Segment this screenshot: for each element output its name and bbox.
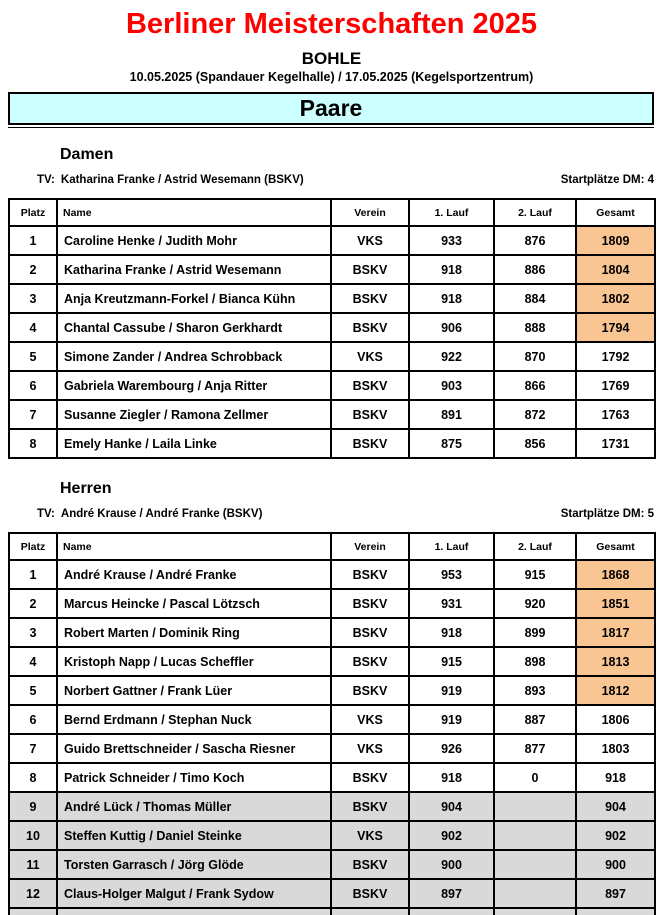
cell-gesamt: 1812 <box>576 676 655 705</box>
table-row <box>9 879 655 908</box>
cell-platz: 10 <box>9 821 57 850</box>
damen-table-body <box>9 226 655 458</box>
cell-verein: BSKV <box>331 879 409 908</box>
table-row <box>9 676 655 705</box>
table-row <box>9 226 655 255</box>
damen-titleholder <box>37 174 304 187</box>
cell-name: Chantal Cassube / Sharon Gerkhardt <box>57 313 331 342</box>
cell-platz: 6 <box>9 371 57 400</box>
cell-verein: BSKV <box>331 429 409 458</box>
cell-lauf1: 918 <box>409 284 494 313</box>
cell-gesamt: 1763 <box>576 400 655 429</box>
cell-lauf2: 887 <box>494 705 576 734</box>
cell-verein: BSKV <box>331 313 409 342</box>
cell-gesamt: 1817 <box>576 618 655 647</box>
cell-lauf2 <box>494 908 576 915</box>
col-header-lauf2: 2. Lauf <box>494 199 576 226</box>
cell-lauf2: 888 <box>494 313 576 342</box>
cell-gesamt: 902 <box>576 821 655 850</box>
cell-name: Anja Kreutzmann-Forkel / Bianca Kühn <box>57 284 331 313</box>
cell-verein: BSKV <box>331 792 409 821</box>
col-header-lauf1: 1. Lauf <box>409 533 494 560</box>
cell-platz: 8 <box>9 763 57 792</box>
cell-verein: BSKV <box>331 763 409 792</box>
event-dates: 10.05.2025 (Spandauer Kegelhalle) / 17.05.2025 (Kegelsportzentrum) <box>129 70 534 84</box>
cell-platz: 8 <box>9 429 57 458</box>
table-row <box>9 792 655 821</box>
cell-gesamt: 1809 <box>576 226 655 255</box>
cell-lauf1: 891 <box>409 400 494 429</box>
cell-lauf1: 897 <box>409 879 494 908</box>
cell-gesamt: 918 <box>576 763 655 792</box>
table-row <box>9 908 655 915</box>
table-row <box>9 850 655 879</box>
cell-name: Norbert Gattner / Frank Lüer <box>57 676 331 705</box>
table-row <box>9 821 655 850</box>
cell-lauf2: 886 <box>494 255 576 284</box>
table-header <box>9 199 655 226</box>
herren-results-table <box>8 532 656 915</box>
tv-value: Katharina Franke / Astrid Wesemann (BSKV) <box>60 174 304 186</box>
cell-name: Katharina Franke / Astrid Wesemann <box>57 255 331 284</box>
cell-name: Caroline Henke / Judith Mohr <box>57 226 331 255</box>
discipline-subtitle: BOHLE <box>301 49 362 68</box>
herren-meta-row <box>37 508 654 521</box>
cell-platz <box>9 908 57 915</box>
cell-name: Guido Brettschneider / Sascha Riesner <box>57 734 331 763</box>
cell-gesamt: 904 <box>576 792 655 821</box>
cell-platz: 1 <box>9 226 57 255</box>
damen-meta-row <box>37 174 654 187</box>
section-heading-herren: Herren <box>60 480 112 497</box>
cell-verein: BSKV <box>331 284 409 313</box>
cell-lauf2: 884 <box>494 284 576 313</box>
cell-verein: BSKV <box>331 850 409 879</box>
tv-label: TV: <box>37 174 55 186</box>
cell-gesamt: 1769 <box>576 371 655 400</box>
table-header <box>9 533 655 560</box>
herren-table-body <box>9 560 655 915</box>
cell-lauf2 <box>494 821 576 850</box>
cell-name: Claus-Holger Malgut / Frank Sydow <box>57 879 331 908</box>
cell-platz: 5 <box>9 342 57 371</box>
col-header-gesamt: Gesamt <box>576 533 655 560</box>
header-row <box>9 199 655 226</box>
table-row <box>9 400 655 429</box>
cell-gesamt: 1806 <box>576 705 655 734</box>
cell-gesamt: 1868 <box>576 560 655 589</box>
cell-lauf2: 877 <box>494 734 576 763</box>
damen-startplaetze: Startplätze DM: 4 <box>560 174 654 186</box>
cell-platz: 2 <box>9 255 57 284</box>
cell-platz: 4 <box>9 313 57 342</box>
cell-gesamt: 1794 <box>576 313 655 342</box>
cell-verein: VKS <box>331 342 409 371</box>
cell-lauf1: 902 <box>409 821 494 850</box>
cell-verein: VKS <box>331 705 409 734</box>
col-header-gesamt: Gesamt <box>576 199 655 226</box>
cell-platz: 7 <box>9 734 57 763</box>
page-title: Berliner Meisterschaften 2025 <box>125 8 538 40</box>
cell-name: Kristoph Napp / Lucas Scheffler <box>57 647 331 676</box>
table-row <box>9 589 655 618</box>
cell-name: Patrick Schneider / Timo Koch <box>57 763 331 792</box>
cell-name: Torsten Garrasch / Jörg Glöde <box>57 850 331 879</box>
cell-name: Emely Hanke / Laila Linke <box>57 429 331 458</box>
cell-lauf2: 856 <box>494 429 576 458</box>
table-row <box>9 284 655 313</box>
cell-name <box>57 908 331 915</box>
cell-lauf1 <box>409 908 494 915</box>
cell-gesamt: 897 <box>576 879 655 908</box>
cell-lauf1: 953 <box>409 560 494 589</box>
cell-lauf2: 0 <box>494 763 576 792</box>
col-header-platz: Platz <box>9 199 57 226</box>
col-header-platz: Platz <box>9 533 57 560</box>
cell-verein: VKS <box>331 226 409 255</box>
cell-name: Gabriela Warembourg / Anja Ritter <box>57 371 331 400</box>
cell-lauf2 <box>494 879 576 908</box>
cell-platz: 3 <box>9 618 57 647</box>
cell-lauf2: 898 <box>494 647 576 676</box>
cell-verein: BSKV <box>331 618 409 647</box>
table-row <box>9 618 655 647</box>
cell-name: Simone Zander / Andrea Schrobback <box>57 342 331 371</box>
cell-name: Marcus Heincke / Pascal Lötzsch <box>57 589 331 618</box>
cell-platz: 4 <box>9 647 57 676</box>
cell-verein: BSKV <box>331 255 409 284</box>
cell-lauf2: 866 <box>494 371 576 400</box>
cell-lauf1: 931 <box>409 589 494 618</box>
table-row <box>9 342 655 371</box>
tv-value: André Krause / André Franke (BSKV) <box>60 508 263 520</box>
banner-divider <box>8 127 654 128</box>
cell-lauf1: 918 <box>409 255 494 284</box>
cell-verein <box>331 908 409 915</box>
cell-gesamt: 1731 <box>576 429 655 458</box>
cell-verein: BSKV <box>331 589 409 618</box>
cell-gesamt: 900 <box>576 850 655 879</box>
category-banner: Paare <box>8 92 654 125</box>
cell-verein: VKS <box>331 821 409 850</box>
header-row <box>9 533 655 560</box>
cell-name: Steffen Kuttig / Daniel Steinke <box>57 821 331 850</box>
table-row <box>9 371 655 400</box>
table-row <box>9 429 655 458</box>
cell-lauf2: 899 <box>494 618 576 647</box>
cell-gesamt: 1802 <box>576 284 655 313</box>
col-header-name: Name <box>57 533 331 560</box>
table-row <box>9 647 655 676</box>
cell-verein: VKS <box>331 734 409 763</box>
cell-gesamt <box>576 908 655 915</box>
cell-name: Susanne Ziegler / Ramona Zellmer <box>57 400 331 429</box>
table-row <box>9 705 655 734</box>
col-header-name: Name <box>57 199 331 226</box>
cell-name: Bernd Erdmann / Stephan Nuck <box>57 705 331 734</box>
cell-lauf1: 906 <box>409 313 494 342</box>
cell-lauf1: 904 <box>409 792 494 821</box>
cell-gesamt: 1804 <box>576 255 655 284</box>
cell-name: André Lück / Thomas Müller <box>57 792 331 821</box>
col-header-verein: Verein <box>331 533 409 560</box>
cell-verein: BSKV <box>331 400 409 429</box>
col-header-lauf2: 2. Lauf <box>494 533 576 560</box>
cell-verein: BSKV <box>331 560 409 589</box>
cell-lauf1: 919 <box>409 705 494 734</box>
table-row <box>9 313 655 342</box>
cell-lauf1: 922 <box>409 342 494 371</box>
table-row <box>9 763 655 792</box>
cell-platz: 6 <box>9 705 57 734</box>
cell-lauf1: 918 <box>409 618 494 647</box>
herren-startplaetze: Startplätze DM: 5 <box>560 508 654 520</box>
cell-lauf1: 919 <box>409 676 494 705</box>
table-row <box>9 560 655 589</box>
cell-gesamt: 1813 <box>576 647 655 676</box>
cell-lauf2 <box>494 792 576 821</box>
cell-platz: 9 <box>9 792 57 821</box>
cell-platz: 1 <box>9 560 57 589</box>
cell-lauf2: 872 <box>494 400 576 429</box>
cell-lauf1: 875 <box>409 429 494 458</box>
cell-lauf2: 893 <box>494 676 576 705</box>
cell-gesamt: 1851 <box>576 589 655 618</box>
cell-lauf2 <box>494 850 576 879</box>
cell-lauf1: 915 <box>409 647 494 676</box>
cell-platz: 2 <box>9 589 57 618</box>
cell-lauf2: 915 <box>494 560 576 589</box>
damen-results-table <box>8 198 656 459</box>
cell-name: Robert Marten / Dominik Ring <box>57 618 331 647</box>
cell-lauf2: 920 <box>494 589 576 618</box>
cell-platz: 5 <box>9 676 57 705</box>
cell-lauf2: 870 <box>494 342 576 371</box>
cell-gesamt: 1792 <box>576 342 655 371</box>
cell-verein: BSKV <box>331 676 409 705</box>
cell-platz: 12 <box>9 879 57 908</box>
cell-lauf1: 926 <box>409 734 494 763</box>
cell-platz: 11 <box>9 850 57 879</box>
cell-lauf2: 876 <box>494 226 576 255</box>
col-header-verein: Verein <box>331 199 409 226</box>
cell-lauf1: 900 <box>409 850 494 879</box>
cell-platz: 3 <box>9 284 57 313</box>
tv-label: TV: <box>37 508 55 520</box>
cell-lauf1: 918 <box>409 763 494 792</box>
table-row <box>9 734 655 763</box>
cell-name: André Krause / André Franke <box>57 560 331 589</box>
cell-platz: 7 <box>9 400 57 429</box>
cell-verein: BSKV <box>331 647 409 676</box>
cell-lauf1: 903 <box>409 371 494 400</box>
col-header-lauf1: 1. Lauf <box>409 199 494 226</box>
section-heading-damen: Damen <box>60 146 114 163</box>
herren-titleholder <box>37 508 262 521</box>
cell-lauf1: 933 <box>409 226 494 255</box>
table-row <box>9 255 655 284</box>
cell-gesamt: 1803 <box>576 734 655 763</box>
cell-verein: BSKV <box>331 371 409 400</box>
